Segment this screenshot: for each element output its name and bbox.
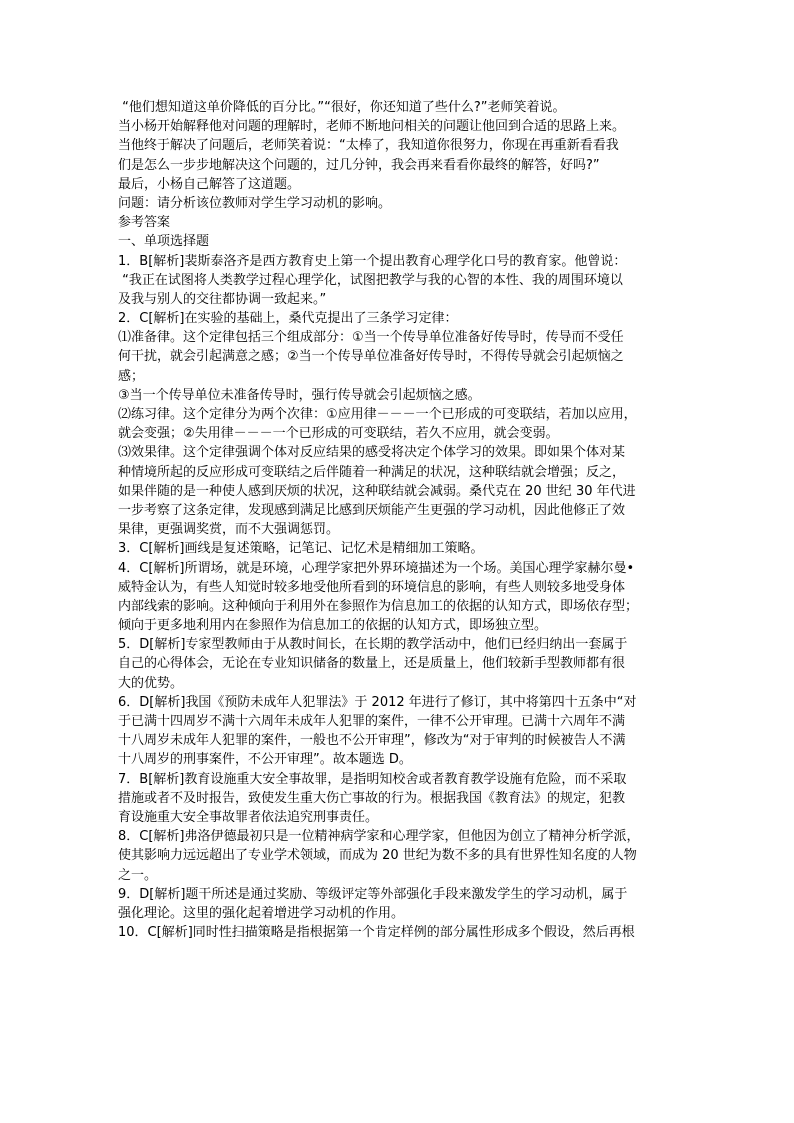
section-heading: 一、单项选择题 <box>118 234 210 250</box>
text-line-29: 5．D[解析]专家型教师由于从教时间长，在长期的教学活动中，他们已经归纳出一套属于 <box>118 637 628 653</box>
text-line-16: ③当一个传导单位未准备传导时，强行传导就会引起烦恼之感。 <box>118 387 481 403</box>
text-line-28: 倾向于更多地利用内在参照作为信息加工的依据的认知方式，即场独立型。 <box>118 618 548 634</box>
answer-heading: 参考答案 <box>118 215 171 231</box>
text-line-13: ⑴准备律。这个定律包括三个组成部分：①当一个传导单位准备好传导时，传导而不受任 <box>118 330 624 346</box>
text-line-3: 当他终于解决了问题后，老师笑着说：“太棒了，我知道你很努力，你现在再重新看看我 <box>118 138 619 154</box>
text-line-12: 2．C[解析]在实验的基础上，桑代克提出了三条学习定律： <box>118 311 458 327</box>
text-line-20: 种情境所起的反应形成可变联结之后伴随着一种满足的状况，这种联结就会增强；反之， <box>118 464 626 480</box>
text-line-11: 及我与别人的交往都协调一致起来。” <box>118 291 327 307</box>
text-line-27: 内部线索的影响。这种倾向于利用外在参照作为信息加工的依据的认知方式，即场依存型； <box>118 598 639 614</box>
text-line-9: 1．B[解析]裴斯泰洛齐是西方教育史上第一个提出教育心理学化口号的教育家。他曾说： <box>118 253 627 269</box>
text-line-36: 7．B[解析]教育设施重大安全事故罪，是指明知校舍或者教育教学设施有危险，而不采取 <box>118 771 627 787</box>
text-line-40: 使其影响力远远超出了专业学术领域，而成为 20 世纪为数不多的具有世界性知名度的人物 <box>118 848 637 864</box>
text-line-42: 9．D[解析]题干所述是通过奖励、等级评定等外部强化手段来激发学生的学习动机，属于 <box>118 886 628 902</box>
text-line-21: 如果伴随的是一种使人感到厌烦的状况，这种联结就会减弱。桑代克在 20 世纪 30 年代进 <box>118 483 636 499</box>
text-line-25: 4．C[解析]所谓场，就是环境，心理学家把外界环境描述为一个场。美国心理学家赫尔曼• <box>118 560 635 576</box>
text-line-38: 育设施重大安全事故罪者依法追究刑事责任。 <box>118 809 379 825</box>
text-line-44: 10．C[解析]同时性扫描策略是指根据第一个肯定样例的部分属性形成多个假设，然后再根 <box>118 925 635 941</box>
text-line-15: 感； <box>118 368 145 384</box>
text-line-31: 大的优势。 <box>118 675 184 691</box>
text-line-30: 自己的心得体会，无论在专业知识储备的数量上，还是质量上，他们较新手型教师都有很 <box>118 656 626 672</box>
text-line-22: 一步考察了这条定律，发现感到满足比感到厌烦能产生更强的学习动机，因此他修正了效 <box>118 502 626 518</box>
text-line-1: “他们想知道这单价降低的百分比。”“很好，你还知道了些什么?”老师笑着说。 <box>118 100 566 115</box>
text-line-5: 最后，小杨自己解答了这道题。 <box>118 176 301 192</box>
text-line-14: 何干扰，就会引起满意之感；②当一个传导单位准备好传导时，不得传导就会引起烦恼之 <box>118 349 624 365</box>
text-line-10: “我正在试图将人类教学过程心理学化，试图把教学与我的心智的本性、我的周围环境以 <box>118 272 623 288</box>
document-page <box>118 98 680 942</box>
text-line-35: 十八周岁的刑事案件，不公开审理”。故本题选 D。 <box>118 752 412 768</box>
text-line-41: 之一。 <box>118 867 158 883</box>
text-line-18: 就会变强；②失用律－－－一个已形成的可变联结，若久不应用，就会变弱。 <box>118 426 559 442</box>
question-line: 问题：请分析该位教师对学生学习动机的影响。 <box>118 195 392 211</box>
text-line-2: 当小杨开始解释他对问题的理解时，老师不断地问相关的问题让他回到合适的思路上来。 <box>118 119 626 135</box>
text-line-26: 威特金认为，有些人知觉时较多地受他所看到的环境信息的影响，有些人则较多地受身体 <box>118 579 626 595</box>
text-line-37: 措施或者不及时报告，致使发生重大伤亡事故的行为。根据我国《教育法》的规定，犯教 <box>118 790 626 806</box>
text-line-33: 于已满十四周岁不满十六周年未成年人犯罪的案件，一律不公开审理。已满十六周年不满 <box>118 714 626 729</box>
text-line-34: 十八周岁未成年人犯罪的案件，一般也不公开审理”，修改为“对于审判的时候被告人不满 <box>118 733 626 749</box>
text-line-19: ⑶效果律。这个定律强调个体对反应结果的感受将决定个体学习的效果。即如果个体对某 <box>118 445 626 461</box>
text-line-4: 们是怎么一步步地解决这个问题的，过几分钟，我会再来看看你最终的解答，好吗?” <box>118 157 600 173</box>
text-line-24: 3．C[解析]画线是复述策略，记笔记、记忆术是精细加工策略。 <box>118 541 484 557</box>
text-line-32: 6．D[解析]我国《预防未成年人犯罪法》于 2012 年进行了修订，其中将第四十五条中“对 <box>118 694 637 710</box>
text-line-39: 8．C[解析]弗洛伊德最初只是一位精神病学家和心理学家，但他因为创立了精神分析学派， <box>118 829 640 845</box>
text-line-43: 强化理论。这里的强化起着增进学习动机的作用。 <box>118 905 405 921</box>
text-line-17: ⑵练习律。这个定律分为两个次律：①应用律－－－一个已形成的可变联结，若加以应用， <box>118 407 637 422</box>
text-line-23: 果律，更强调奖赏，而不大强调惩罚。 <box>118 522 340 538</box>
